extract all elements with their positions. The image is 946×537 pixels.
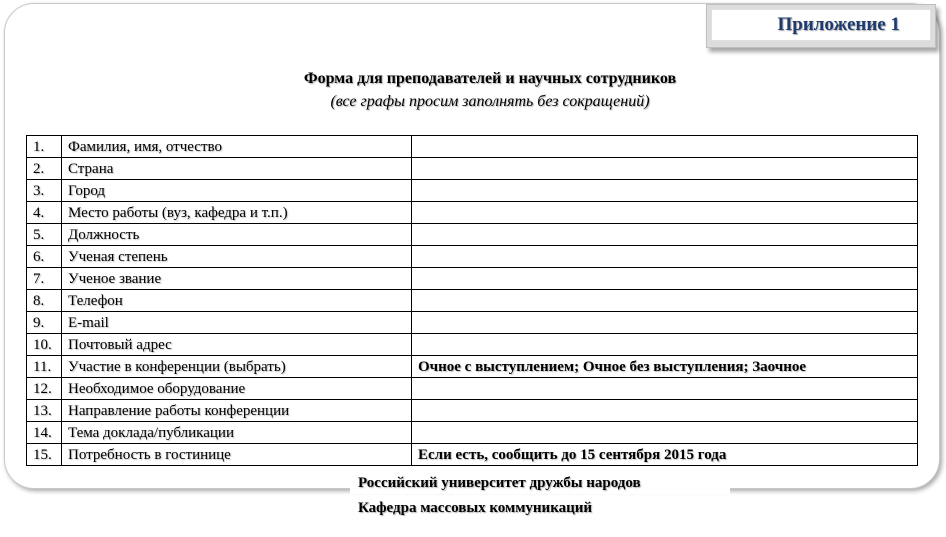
row-field-label: Почтовый адрес (62, 334, 412, 356)
row-value-cell[interactable] (412, 378, 918, 400)
row-number: 4. (27, 202, 62, 224)
table-row (27, 136, 918, 158)
row-value-cell[interactable] (412, 224, 918, 246)
table-row (27, 312, 918, 334)
row-number: 12. (27, 378, 62, 400)
row-field-label: Направление работы конференции (62, 400, 412, 422)
row-value-cell[interactable] (412, 268, 918, 290)
row-number: 9. (27, 312, 62, 334)
table-row (27, 422, 918, 444)
table-row (27, 246, 918, 268)
table-row (27, 180, 918, 202)
row-number: 13. (27, 400, 62, 422)
row-value-cell[interactable] (412, 136, 918, 158)
table-row (27, 356, 918, 378)
row-field-label: Фамилия, имя, отчество (62, 136, 412, 158)
row-value-cell[interactable] (412, 180, 918, 202)
row-field-label: Ученая степень (62, 246, 412, 268)
table-row (27, 224, 918, 246)
row-value-cell[interactable] (412, 400, 918, 422)
table-row (27, 378, 918, 400)
row-field-label: Страна (62, 158, 412, 180)
appendix-box (711, 9, 931, 41)
row-number: 10. (27, 334, 62, 356)
row-value-cell[interactable] (412, 202, 918, 224)
row-number: 8. (27, 290, 62, 312)
row-value-cell[interactable]: Если есть, сообщить до 15 сентября 2015 года (412, 444, 918, 466)
row-field-label: Место работы (вуз, кафедра и т.п.) (62, 202, 412, 224)
row-number: 11. (27, 356, 62, 378)
row-field-label: Тема доклада/публикации (62, 422, 412, 444)
table-row (27, 334, 918, 356)
row-field-label: E-mail (62, 312, 412, 334)
table-row (27, 290, 918, 312)
table-row (27, 158, 918, 180)
row-number: 5. (27, 224, 62, 246)
row-number: 6. (27, 246, 62, 268)
form-subtitle: (все графы просим заполнять без сокращений) (330, 93, 650, 110)
row-field-label: Должность (62, 224, 412, 246)
appendix-tab (706, 4, 936, 48)
row-number: 15. (27, 444, 62, 466)
row-number: 1. (27, 136, 62, 158)
footer-department: Кафедра массовых коммуникаций (358, 500, 593, 516)
row-number: 7. (27, 268, 62, 290)
row-value-cell[interactable] (412, 312, 918, 334)
row-value-cell[interactable]: Очное с выступлением; Очное без выступления; Заочное (412, 356, 918, 378)
row-field-label: Город (62, 180, 412, 202)
table-row (27, 202, 918, 224)
row-value-cell[interactable] (412, 422, 918, 444)
row-field-label: Участие в конференции (выбрать) (62, 356, 412, 378)
form-title: Форма для преподавателей и научных сотрудников (303, 70, 677, 87)
row-value-cell[interactable] (412, 246, 918, 268)
row-field-label: Телефон (62, 290, 412, 312)
row-number: 3. (27, 180, 62, 202)
row-value-cell[interactable] (412, 158, 918, 180)
table-row (27, 268, 918, 290)
row-number: 14. (27, 422, 62, 444)
row-number: 2. (27, 158, 62, 180)
table-row (27, 444, 918, 466)
appendix-label: Приложение 1 (777, 14, 900, 35)
form-table (26, 135, 918, 466)
row-value-cell[interactable] (412, 290, 918, 312)
table-row (27, 400, 918, 422)
row-field-label: Ученое звание (62, 268, 412, 290)
footer-university: Российский университет дружбы народов (358, 475, 641, 491)
row-value-cell[interactable] (412, 334, 918, 356)
row-field-label: Потребность в гостинице (62, 444, 412, 466)
row-field-label: Необходимое оборудование (62, 378, 412, 400)
